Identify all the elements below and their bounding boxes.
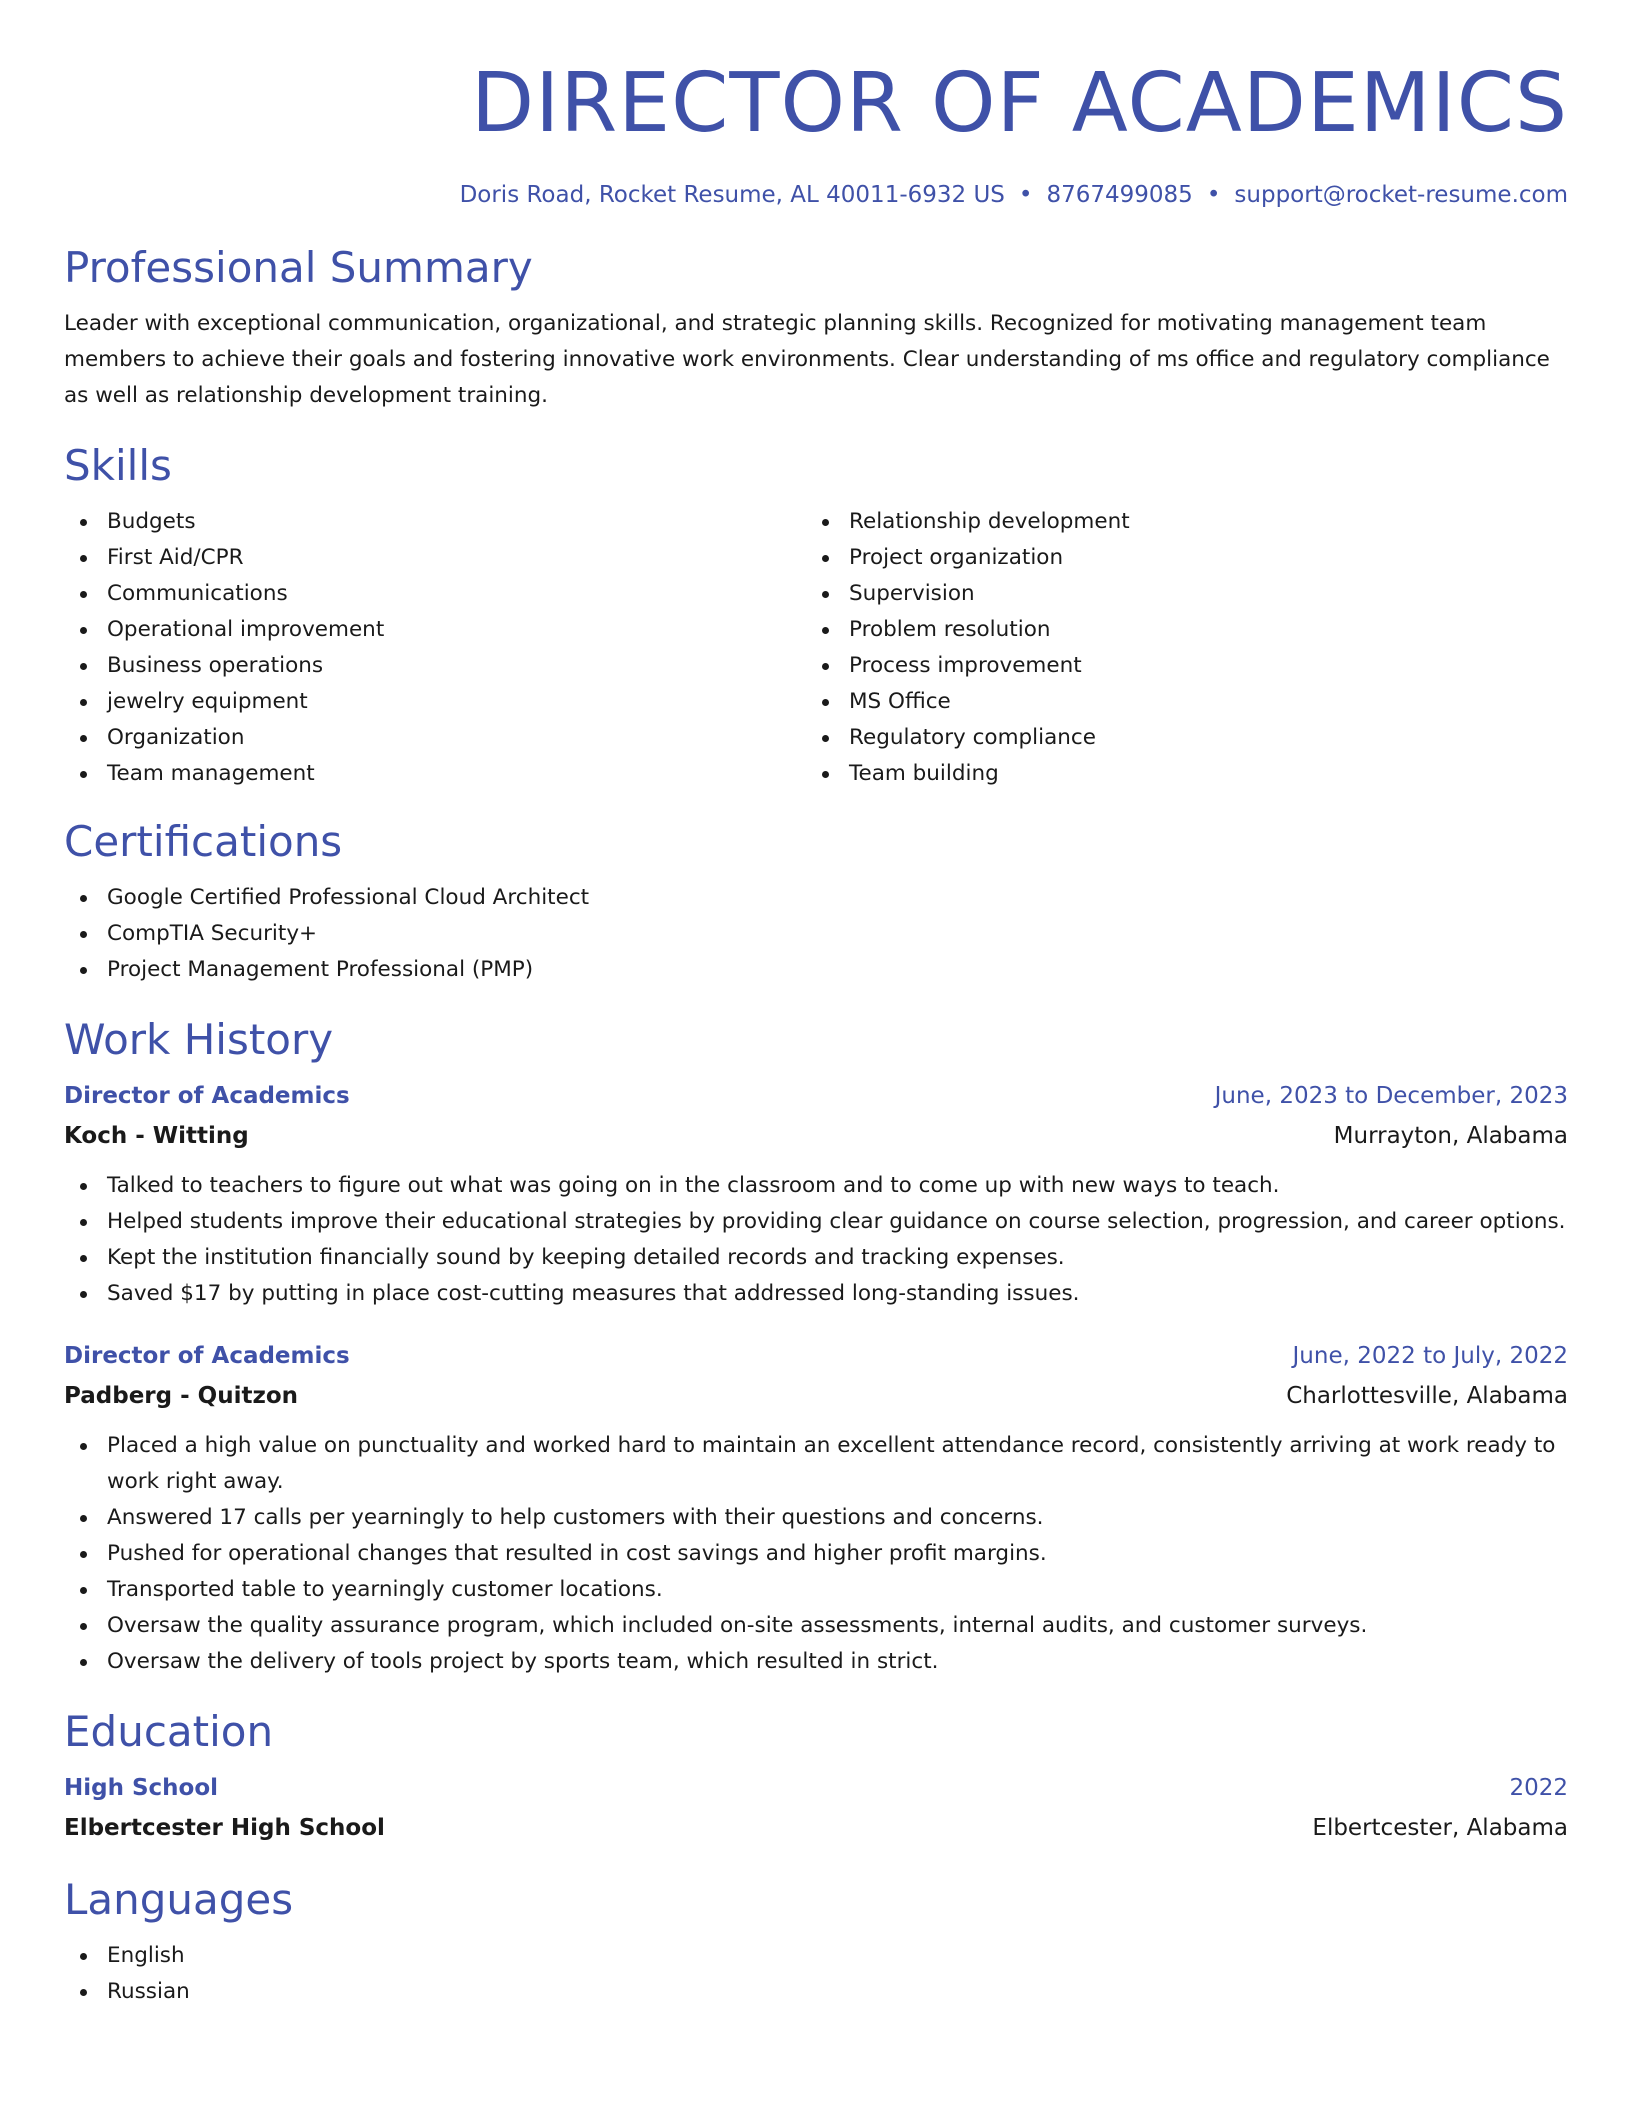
job-company: Padberg - Quitzon — [64, 1383, 299, 1409]
job-bullet: Talked to teachers to figure out what was going on in the classroom and to come up with new ways to teach. — [107, 1168, 1568, 1204]
job-bullet: Helped students improve their educational strategies by providing clear guidance on course selection, progression, and career options. — [107, 1204, 1568, 1240]
skills-list-right — [806, 504, 1548, 792]
skill-item: First Aid/CPR — [107, 540, 806, 576]
education-degree: High School — [64, 1775, 219, 1801]
skills-column-right — [806, 504, 1548, 792]
job-bullets — [64, 1168, 1568, 1312]
job-location: Charlottesville, Alabama — [1286, 1383, 1568, 1409]
job-bullet: Pushed for operational changes that resulted in cost savings and higher profit margins. — [107, 1536, 1568, 1572]
summary-heading: Professional Summary — [64, 243, 533, 292]
skill-item: Budgets — [107, 504, 806, 540]
education-heading: Education — [64, 1707, 274, 1756]
job-role: Director of Academics — [64, 1343, 350, 1369]
skill-item: Operational improvement — [107, 612, 806, 648]
job-bullet: Oversaw the quality assurance program, which included on-site assessments, internal audits, and customer surveys. — [107, 1608, 1568, 1644]
languages-section — [64, 1874, 1568, 2010]
education-school-row — [64, 1808, 1568, 1848]
skill-item: Organization — [107, 720, 806, 756]
job-entry — [64, 1336, 1568, 1680]
certifications-heading: Certifications — [64, 817, 343, 866]
education-section — [64, 1706, 1568, 1848]
languages-list — [64, 1938, 1568, 2010]
job-company-row — [64, 1116, 1568, 1156]
certification-item: CompTIA Security+ — [107, 916, 1568, 952]
job-location: Murrayton, Alabama — [1333, 1123, 1568, 1149]
summary-text: Leader with exceptional communication, organizational, and strategic planning skills. Recognized for motivating management team members to achieve their goals and fostering innovative work environments. Clear understanding of ms office and regulatory compliance as well as relationship development training. — [64, 311, 1550, 408]
skills-list-left — [64, 504, 806, 792]
contact-separator: • — [1206, 182, 1221, 208]
skill-item: Regulatory compliance — [849, 720, 1548, 756]
skill-item: jewelry equipment — [107, 684, 806, 720]
certifications-list — [64, 880, 1568, 988]
contact-email[interactable]: support@rocket-resume.com — [1234, 182, 1568, 208]
work-history-heading: Work History — [64, 1015, 334, 1064]
job-entry — [64, 1076, 1568, 1312]
summary-section — [64, 242, 1568, 414]
skill-item: Project organization — [849, 540, 1548, 576]
job-header-row — [64, 1336, 1568, 1376]
skill-item: Communications — [107, 576, 806, 612]
contact-line — [64, 180, 1568, 210]
job-bullet: Kept the institution financially sound by keeping detailed records and tracking expenses. — [107, 1240, 1568, 1276]
job-bullet: Saved $17 by putting in place cost-cutting measures that addressed long-standing issues. — [107, 1276, 1568, 1312]
job-bullet: Answered 17 calls per yearningly to help customers with their questions and concerns. — [107, 1500, 1568, 1536]
contact-separator: • — [1018, 182, 1033, 208]
education-school: Elbertcester High School — [64, 1815, 385, 1841]
skill-item: Business operations — [107, 648, 806, 684]
contact-address: Doris Road, Rocket Resume, AL 40011-6932 US — [459, 182, 1005, 208]
certifications-section — [64, 816, 1568, 988]
job-header-row — [64, 1076, 1568, 1116]
skills-section — [64, 440, 1568, 792]
education-header-row — [64, 1768, 1568, 1808]
language-item: English — [107, 1938, 1568, 1974]
job-role: Director of Academics — [64, 1083, 350, 1109]
skill-item: Supervision — [849, 576, 1548, 612]
skill-item: Problem resolution — [849, 612, 1548, 648]
job-company: Koch - Witting — [64, 1123, 249, 1149]
skill-item: Process improvement — [849, 648, 1548, 684]
skill-item: Relationship development — [849, 504, 1548, 540]
skills-column-left — [64, 504, 806, 792]
certification-item: Google Certified Professional Cloud Architect — [107, 880, 1568, 916]
education-year: 2022 — [1509, 1775, 1568, 1801]
skills-columns — [64, 504, 1568, 792]
education-location: Elbertcester, Alabama — [1312, 1815, 1568, 1841]
job-bullet: Placed a high value on punctuality and worked hard to maintain an excellent attendance record, consistently arriving at work ready to work right away. — [107, 1428, 1568, 1500]
languages-heading: Languages — [64, 1875, 294, 1924]
job-company-row — [64, 1376, 1568, 1416]
job-dates: June, 2022 to July, 2022 — [1292, 1343, 1568, 1369]
work-history-section — [64, 1014, 1568, 1680]
job-bullets — [64, 1428, 1568, 1680]
job-dates: June, 2023 to December, 2023 — [1214, 1083, 1568, 1109]
skill-item: Team building — [849, 756, 1548, 792]
skill-item: MS Office — [849, 684, 1548, 720]
resume-title: DIRECTOR OF ACADEMICS — [470, 56, 1568, 151]
skill-item: Team management — [107, 756, 806, 792]
skills-heading: Skills — [64, 441, 172, 490]
job-bullet: Oversaw the delivery of tools project by sports team, which resulted in strict. — [107, 1644, 1568, 1680]
job-bullet: Transported table to yearningly customer locations. — [107, 1572, 1568, 1608]
language-item: Russian — [107, 1974, 1568, 2010]
certification-item: Project Management Professional (PMP) — [107, 952, 1568, 988]
education-entry — [64, 1768, 1568, 1848]
contact-phone: 8767499085 — [1046, 182, 1193, 208]
